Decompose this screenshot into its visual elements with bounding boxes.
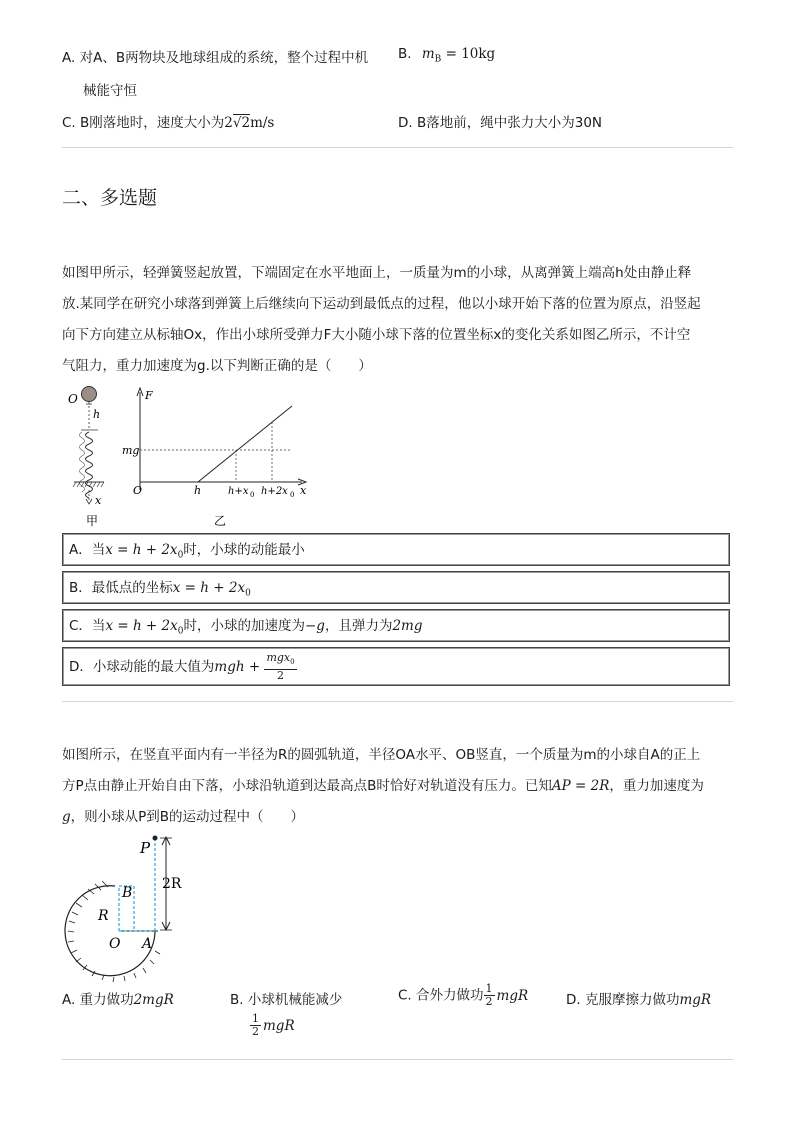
fig-jia-label-o: O — [68, 392, 78, 406]
fig-yi-label-h2x0: h+2x — [261, 486, 288, 497]
q2-fig-label-p: P — [140, 839, 151, 857]
prev-option-b: B. $m_B = 10kg$ — [398, 46, 496, 65]
q2-fig-label-o: O — [109, 936, 121, 952]
q1-option-d[interactable]: D．小球动能的最大值为mgh + $\frac{mgx_0}{2}$ — [62, 647, 730, 686]
fig-yi-label-f: F — [145, 389, 153, 402]
fig-yi-label-hx0: h+x — [228, 486, 249, 497]
divider — [62, 701, 733, 702]
prev-option-c: C. B刚落地时，速度大小为2√2m/s — [62, 115, 275, 131]
section-title: 二、多选题 — [62, 187, 158, 209]
fig-yi-label-mg: mg — [122, 444, 140, 457]
q1-option-b[interactable]: B．最低点的坐标$x = h + 2x_0$ — [62, 571, 730, 604]
fig-yi-label-h: h — [194, 484, 202, 497]
q2-option-b[interactable]: B. 小球机械能减少 — [230, 992, 343, 1008]
q1-figure-jia — [62, 382, 122, 530]
q2-option-d[interactable]: D. 克服摩擦力做功mgR — [566, 992, 712, 1008]
q2-option-c[interactable]: C. 合外力做功 $\frac{1}{2}$ mgR — [398, 982, 529, 1008]
q2-stem: 如图所示，在竖直平面内有一半径为R的圆弧轨道，半径OA水平、OB竖直，一个质量为m的小球自A的正上 方P点由静止开始自由下落，小球沿轨道到达最高点B时恰好对轨道没有压力。已知AP = 2R，重力加速度为 g，则小球从P到B的运动过程中（ ） — [62, 747, 704, 825]
q1-option-d-fraction: $\frac{mgx_0}{2}$ — [266, 651, 295, 682]
fig-jia-label-x: x — [95, 494, 102, 507]
fig-yi-label-x: x — [300, 484, 307, 497]
fig-jia-caption: 甲 — [86, 514, 99, 528]
fig-yi-label-hx0-sub: 0 — [250, 491, 255, 499]
prev-option-a-line1: A. 对A、B两物块及地球组成的系统，整个过程中机 — [62, 50, 369, 66]
q2-option-b-value: $\frac{1}{2}$ mgR — [252, 1012, 295, 1038]
q2-figure — [62, 832, 202, 982]
prev-option-a-line2: 械能守恒 — [83, 83, 137, 99]
q1-option-a[interactable]: A．当$x = h + 2x_0$时，小球的动能最小 — [62, 533, 730, 566]
divider — [62, 147, 733, 148]
divider — [62, 1059, 733, 1060]
q1-figure-yi — [120, 384, 320, 530]
q2-fig-label-a: A — [142, 936, 153, 952]
q2-fig-label-b: B — [122, 885, 133, 901]
q1-stem: 如图甲所示，轻弹簧竖起放置，下端固定在水平地面上，一质量为m的小球，从离弹簧上端高h处由静止释 放.某同学在研究小球落到弹簧上后继续向下运动到最低点的过程，他以小球开始下落的位置为原点，沿竖起 向下方向建立从标轴Ox，作出小球所受弹力F大小随小球下落的位置坐标x的变化关系如图乙所示，不计空 气阻力，重力加速度为g.以下判断正确的是（ ） — [62, 265, 701, 374]
q1-option-c[interactable]: C．当$x = h + 2x_0$时，小球的加速度为−g，且弹力为2mg — [62, 609, 730, 642]
prev-option-d: D. B落地前，绳中张力大小为30N — [398, 115, 603, 131]
fig-yi-caption: 乙 — [214, 514, 227, 528]
fig-yi-label-h2x0-sub: 0 — [290, 491, 295, 499]
fig-yi-label-o: O — [133, 484, 143, 497]
q2-fig-label-2r: 2R — [162, 876, 182, 892]
q2-fig-label-r: R — [98, 908, 109, 924]
q2-option-a[interactable]: A. 重力做功2mgR — [62, 992, 174, 1008]
fig-jia-label-h: h — [93, 408, 101, 421]
